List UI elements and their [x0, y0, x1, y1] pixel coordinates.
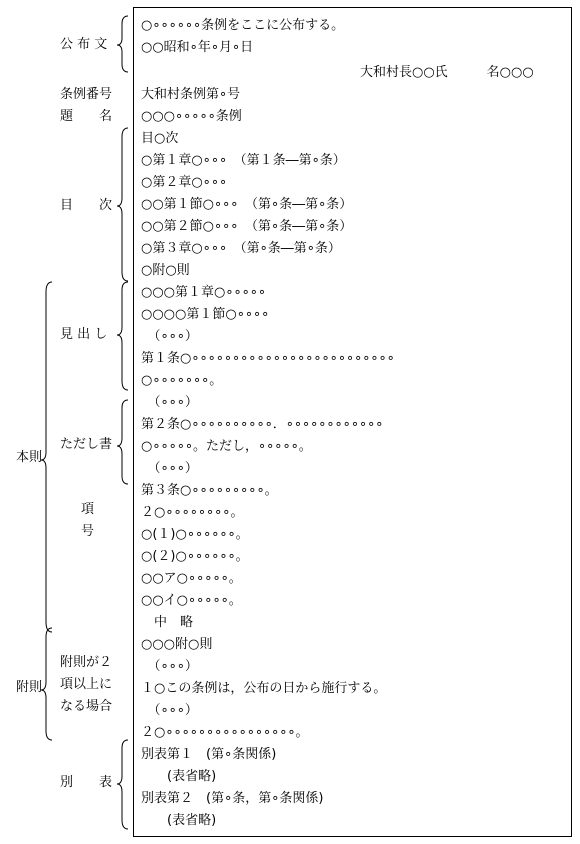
brace-tadashi: [117, 400, 128, 484]
line-table1: 別表第１ (第∘条関係): [141, 747, 277, 762]
line-article1-cont: ○∘∘∘∘∘∘∘。: [141, 373, 223, 388]
line-item2: ○(２)○∘∘∘∘∘∘。: [141, 549, 249, 564]
line-toc-sec2: ○○第２節○∘∘∘ （第∘条―第∘条）: [141, 219, 353, 234]
line-fusoku-heading: ○○○附○則: [141, 637, 213, 652]
label-fusoku: 附則: [16, 680, 43, 695]
line-table2: 別表第２ (第∘条，第∘条関係): [141, 791, 324, 806]
line-ordinance-title: ○○○∘∘∘∘∘条例: [141, 109, 242, 124]
label-fusoku-note-1: 附則が２: [60, 655, 113, 670]
line-heading-3: （∘∘∘）: [141, 461, 198, 476]
line-fusoku-para1: １○この条例は，公布の日から施行する。: [141, 681, 387, 696]
line-article1: 第１条○∘∘∘∘∘∘∘∘∘∘∘∘∘∘∘∘∘∘∘∘∘∘∘∘∘: [141, 351, 395, 366]
line-promulgation: ○∘∘∘∘∘∘条例をここに公布する。: [141, 18, 345, 33]
line-toc-heading: 目○次: [141, 131, 179, 146]
line-mayor: 大和村長○○氏 名○○○: [360, 65, 534, 80]
line-table1-omitted: (表省略): [141, 769, 217, 784]
line-toc-fusoku: ○附○則: [141, 263, 190, 278]
line-chapter1: ○○○第１章○∘∘∘∘∘: [141, 285, 267, 300]
line-fusoku-para2: ２○∘∘∘∘∘∘∘∘∘∘∘∘∘∘∘∘。: [141, 725, 309, 740]
line-section1: ○○○○第１節○∘∘∘∘: [141, 307, 270, 322]
label-number: 条例番号: [60, 87, 113, 102]
line-table2-omitted: (表省略): [141, 813, 217, 828]
brace-toc: [117, 128, 128, 281]
line-article3: 第３条○∘∘∘∘∘∘∘∘∘。: [141, 483, 278, 498]
brace-beppyo: [117, 740, 128, 829]
line-paragraph2: ２○∘∘∘∘∘∘∘∘。: [141, 505, 244, 520]
line-toc-ch3: ○第３章○∘∘∘ （第∘条―第∘条）: [141, 241, 341, 256]
label-kofubun: 公 布 文: [60, 37, 108, 52]
line-toc-ch1: ○第１章○∘∘∘ （第１条―第∘条）: [141, 153, 346, 168]
brace-midashi: [117, 282, 128, 390]
line-fusoku-caption-1: （∘∘∘）: [141, 659, 198, 674]
label-beppyo: 別 表: [60, 775, 113, 790]
label-title: 題 名: [60, 109, 113, 124]
line-article2: 第２条○∘∘∘∘∘∘∘∘∘∘．∘∘∘∘∘∘∘∘∘∘∘∘: [141, 417, 384, 432]
line-item1: ○(１)○∘∘∘∘∘∘。: [141, 527, 249, 542]
brace-fusoku: [41, 628, 52, 740]
line-subitem-a: ○○ア○∘∘∘∘∘。: [141, 571, 242, 586]
brace-kofubun: [117, 16, 128, 72]
label-midashi: 見 出 し: [60, 327, 108, 342]
label-fusoku-note-3: なる場合: [60, 699, 113, 714]
line-subitem-i: ○○イ○∘∘∘∘∘。: [141, 593, 242, 608]
brace-honsoku: [41, 282, 52, 632]
line-fusoku-caption-2: （∘∘∘）: [141, 703, 198, 718]
line-heading-1: （∘∘∘）: [141, 329, 198, 344]
line-toc-sec1: ○○第１節○∘∘∘ （第∘条―第∘条）: [141, 197, 353, 212]
line-toc-ch2: ○第２章○∘∘∘: [141, 175, 228, 190]
label-gou: 号: [81, 524, 95, 539]
label-kou: 項: [81, 502, 95, 517]
line-ordinance-number: 大和村条例第∘号: [141, 87, 241, 102]
label-fusoku-note-2: 項以上に: [60, 677, 113, 692]
line-heading-2: （∘∘∘）: [141, 395, 198, 410]
line-date: ○○昭和∘年∘月∘日: [141, 40, 254, 55]
line-article2-proviso: ○∘∘∘∘∘。ただし，∘∘∘∘∘。: [141, 439, 312, 454]
line-omitted: 中 略: [141, 615, 194, 630]
label-toc: 目 次: [60, 198, 113, 213]
label-honsoku: 本則: [16, 450, 43, 465]
label-tadashi: ただし書: [60, 437, 113, 452]
